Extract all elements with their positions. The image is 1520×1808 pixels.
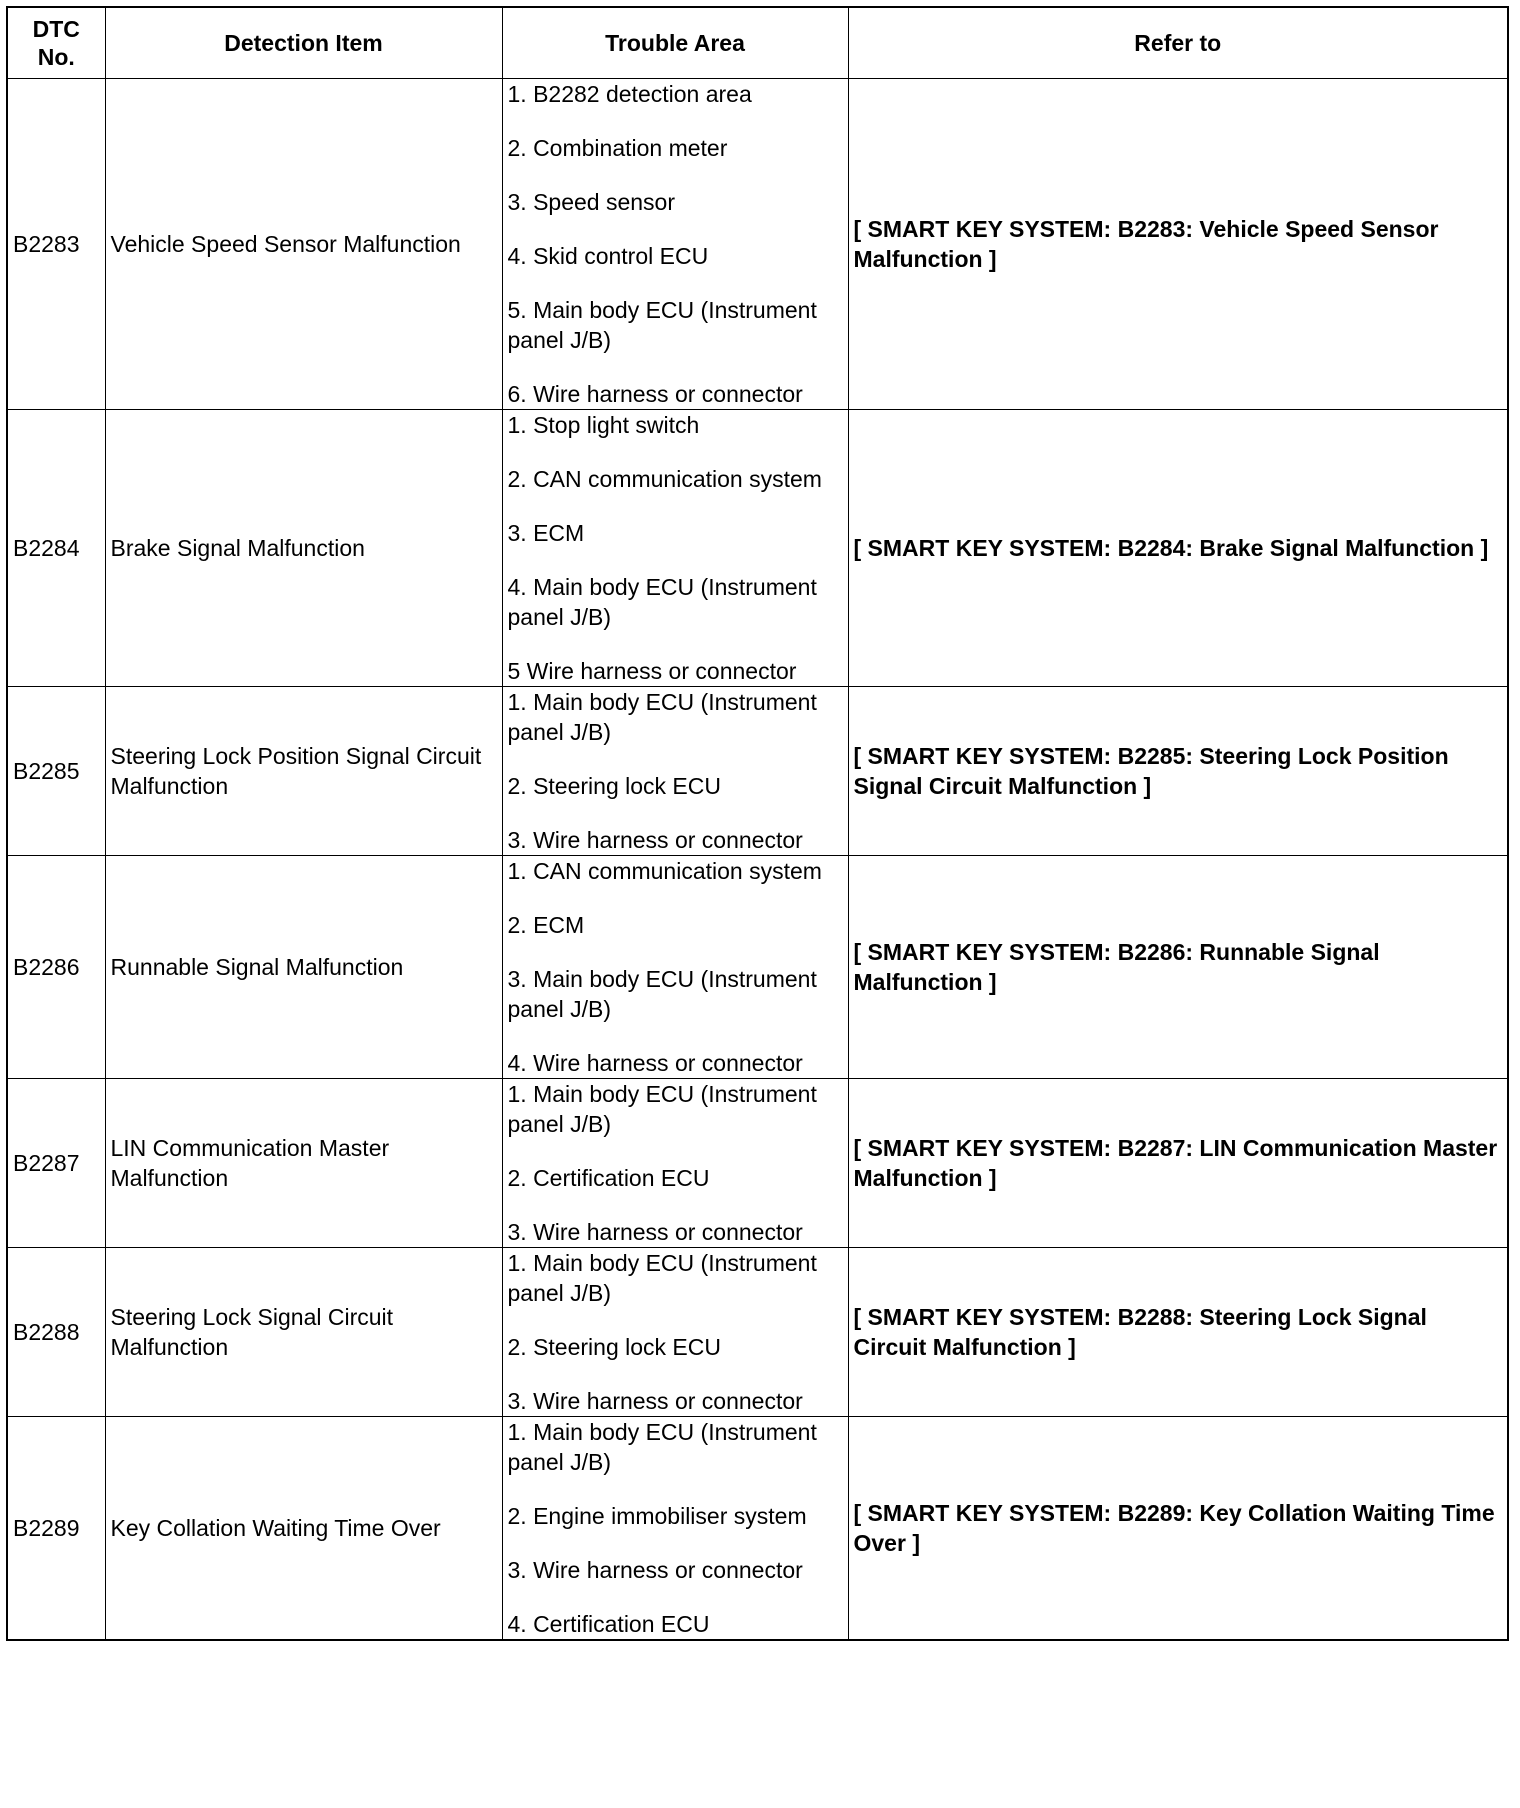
dtc-code: B2286 <box>7 856 105 1079</box>
dtc-table-body <box>7 79 1508 1641</box>
trouble-area-item: 4. Main body ECU (Instrument panel J/B) <box>507 574 817 630</box>
table-row <box>7 856 1508 1079</box>
detection-item: Steering Lock Position Signal Circuit Malfunction <box>105 687 502 856</box>
refer-to-link[interactable]: [ SMART KEY SYSTEM: B2289: Key Collation Waiting Time Over ] <box>848 1417 1508 1641</box>
trouble-area-cell <box>502 410 848 687</box>
trouble-area-cell <box>502 1079 848 1248</box>
trouble-area-item: 1. CAN communication system <box>507 858 822 884</box>
trouble-area-item: 1. Main body ECU (Instrument panel J/B) <box>507 1250 817 1306</box>
trouble-area-item: 5. Main body ECU (Instrument panel J/B) <box>507 297 817 353</box>
header-trouble-area: Trouble Area <box>502 7 848 79</box>
dtc-code: B2283 <box>7 79 105 410</box>
trouble-area-item: 2. CAN communication system <box>507 466 822 492</box>
trouble-area-item: 3. Wire harness or connector <box>507 1388 803 1414</box>
trouble-area-item: 2. Steering lock ECU <box>507 1334 721 1360</box>
table-row <box>7 1248 1508 1417</box>
detection-item: Runnable Signal Malfunction <box>105 856 502 1079</box>
header-row <box>7 7 1508 79</box>
trouble-area-item: 1. B2282 detection area <box>507 81 752 107</box>
detection-item: Steering Lock Signal Circuit Malfunction <box>105 1248 502 1417</box>
refer-to-link[interactable]: [ SMART KEY SYSTEM: B2288: Steering Lock Signal Circuit Malfunction ] <box>848 1248 1508 1417</box>
trouble-area-item: 1. Main body ECU (Instrument panel J/B) <box>507 1419 817 1475</box>
trouble-area-item: 3. Wire harness or connector <box>507 827 803 853</box>
dtc-code: B2287 <box>7 1079 105 1248</box>
detection-item: Brake Signal Malfunction <box>105 410 502 687</box>
trouble-area-cell <box>502 1417 848 1641</box>
header-dtc-no: DTC No. <box>7 7 105 79</box>
refer-to-link[interactable]: [ SMART KEY SYSTEM: B2286: Runnable Signal Malfunction ] <box>848 856 1508 1079</box>
trouble-area-item: 3. Speed sensor <box>507 189 676 215</box>
trouble-area-cell <box>502 1248 848 1417</box>
table-row <box>7 687 1508 856</box>
dtc-code: B2284 <box>7 410 105 687</box>
header-refer-to: Refer to <box>848 7 1508 79</box>
trouble-area-item: 3. Wire harness or connector <box>507 1219 803 1245</box>
trouble-area-item: 4. Skid control ECU <box>507 243 709 269</box>
refer-to-link[interactable]: [ SMART KEY SYSTEM: B2283: Vehicle Speed Sensor Malfunction ] <box>848 79 1508 410</box>
trouble-area-cell <box>502 687 848 856</box>
trouble-area-item: 2. Certification ECU <box>507 1165 710 1191</box>
refer-to-link[interactable]: [ SMART KEY SYSTEM: B2287: LIN Communication Master Malfunction ] <box>848 1079 1508 1248</box>
trouble-area-item: 2. Steering lock ECU <box>507 773 721 799</box>
trouble-area-item: 6. Wire harness or connector <box>507 381 803 407</box>
table-row <box>7 410 1508 687</box>
trouble-area-item: 1. Stop light switch <box>507 412 700 438</box>
trouble-area-cell <box>502 79 848 410</box>
dtc-table <box>6 6 1509 1641</box>
table-row <box>7 1417 1508 1641</box>
refer-to-link[interactable]: [ SMART KEY SYSTEM: B2284: Brake Signal Malfunction ] <box>848 410 1508 687</box>
trouble-area-item: 2. ECM <box>507 912 585 938</box>
trouble-area-item: 4. Certification ECU <box>507 1611 710 1637</box>
dtc-code: B2288 <box>7 1248 105 1417</box>
trouble-area-item: 1. Main body ECU (Instrument panel J/B) <box>507 689 817 745</box>
trouble-area-item: 1. Main body ECU (Instrument panel J/B) <box>507 1081 817 1137</box>
trouble-area-item: 5 Wire harness or connector <box>507 658 797 684</box>
trouble-area-item: 3. ECM <box>507 520 585 546</box>
refer-to-link[interactable]: [ SMART KEY SYSTEM: B2285: Steering Lock Position Signal Circuit Malfunction ] <box>848 687 1508 856</box>
detection-item: Vehicle Speed Sensor Malfunction <box>105 79 502 410</box>
table-row <box>7 79 1508 410</box>
trouble-area-item: 2. Combination meter <box>507 135 728 161</box>
trouble-area-item: 4. Wire harness or connector <box>507 1050 803 1076</box>
dtc-code: B2285 <box>7 687 105 856</box>
trouble-area-cell <box>502 856 848 1079</box>
detection-item: Key Collation Waiting Time Over <box>105 1417 502 1641</box>
header-detection-item: Detection Item <box>105 7 502 79</box>
table-row <box>7 1079 1508 1248</box>
detection-item: LIN Communication Master Malfunction <box>105 1079 502 1248</box>
dtc-code: B2289 <box>7 1417 105 1641</box>
trouble-area-item: 2. Engine immobiliser system <box>507 1503 807 1529</box>
trouble-area-item: 3. Main body ECU (Instrument panel J/B) <box>507 966 817 1022</box>
trouble-area-item: 3. Wire harness or connector <box>507 1557 803 1583</box>
